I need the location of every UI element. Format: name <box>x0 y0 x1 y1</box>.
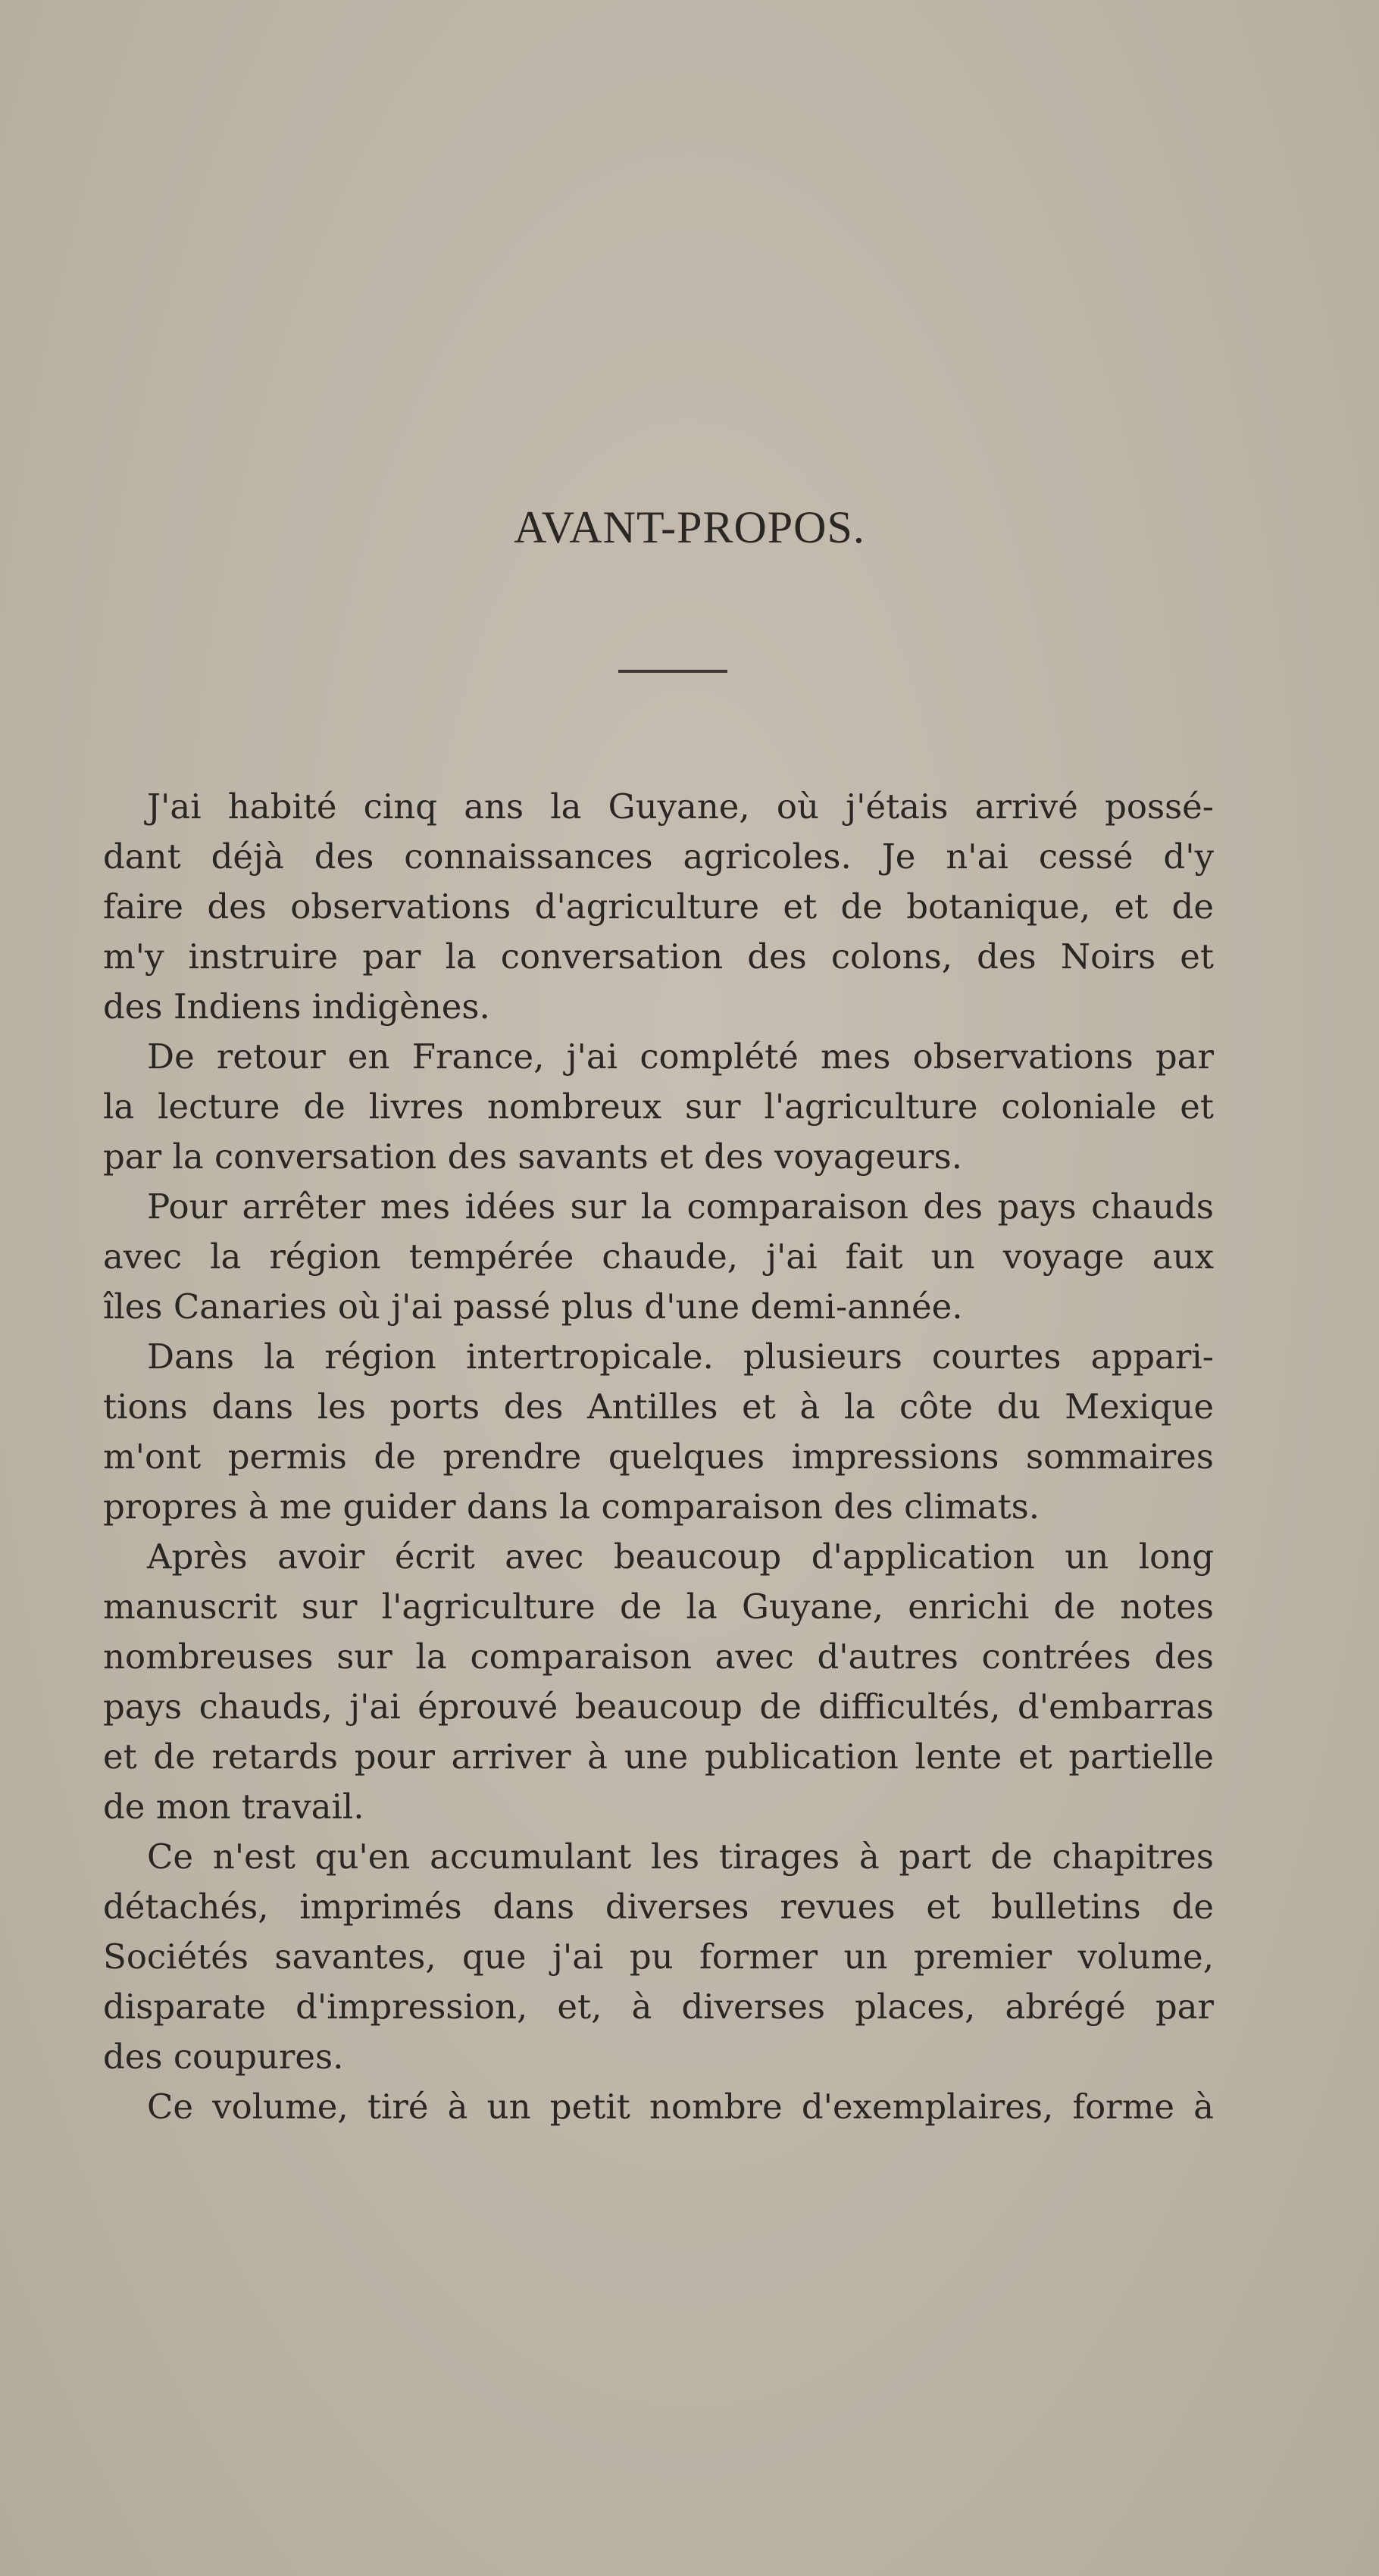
text-line: De retour en France, j'ai complété mes observations par <box>147 1036 1214 1077</box>
text-line: Après avoir écrit avec beaucoup d'application un long <box>147 1537 1214 1577</box>
text-line: Dans la région intertropicale. plusieurs courtes appari- <box>147 1336 1214 1377</box>
text-line: et de retards pour arriver à une publication lente et partielle <box>103 1737 1214 1777</box>
body-text <box>103 782 1214 2132</box>
text-line: des coupures. <box>103 2037 344 2077</box>
text-line: faire des observations d'agriculture et de botanique, et de <box>103 886 1214 927</box>
text-line: détachés, imprimés dans diverses revues et bulletins de <box>103 1887 1214 1927</box>
text-line: J'ai habité cinq ans la Guyane, où j'étais arrivé possé- <box>147 786 1214 827</box>
text-line: Sociétés savantes, que j'ai pu former un premier volume, <box>103 1937 1214 1977</box>
paragraph <box>103 1532 1214 1832</box>
text-line: m'ont permis de prendre quelques impressions sommaires <box>103 1436 1214 1477</box>
text-line: avec la région tempérée chaude, j'ai fait un voyage aux <box>103 1236 1214 1277</box>
text-line: Ce volume, tiré à un petit nombre d'exemplaires, forme à <box>147 2087 1214 2127</box>
text-line: pays chauds, j'ai éprouvé beaucoup de difficultés, d'embarras <box>103 1687 1214 1727</box>
page-title: AVANT-PROPOS. <box>514 502 865 552</box>
text-line: disparate d'impression, et, à diverses places, abrégé par <box>103 1987 1214 2027</box>
text-line: des Indiens indigènes. <box>103 986 490 1027</box>
text-line: îles Canaries où j'ai passé plus d'une demi-année. <box>103 1286 963 1327</box>
text-line: propres à me guider dans la comparaison des climats. <box>103 1487 1040 1527</box>
paragraph <box>103 2082 1214 2132</box>
text-line: manuscrit sur l'agriculture de la Guyane, enrichi de notes <box>103 1587 1214 1627</box>
text-line: par la conversation des savants et des voyageurs. <box>103 1136 963 1177</box>
text-line: tions dans les ports des Antilles et à la côte du Mexique <box>103 1386 1214 1427</box>
text-line: m'y instruire par la conversation des colons, des Noirs et <box>103 936 1214 977</box>
paragraph <box>103 782 1214 1032</box>
paragraph <box>103 1332 1214 1532</box>
paragraph <box>103 1832 1214 2082</box>
text-line: Ce n'est qu'en accumulant les tirages à part de chapitres <box>147 1837 1214 1877</box>
text-line: Pour arrêter mes idées sur la comparaison des pays chauds <box>147 1186 1214 1227</box>
text-line: la lecture de livres nombreux sur l'agriculture coloniale et <box>103 1086 1214 1127</box>
text-line: de mon travail. <box>103 1787 364 1827</box>
paragraph <box>103 1032 1214 1182</box>
paragraph <box>103 1182 1214 1332</box>
text-line: dant déjà des connaissances agricoles. Je n'ai cessé d'y <box>103 836 1214 877</box>
title-rule <box>618 670 727 673</box>
text-line: nombreuses sur la comparaison avec d'autres contrées des <box>103 1637 1214 1677</box>
